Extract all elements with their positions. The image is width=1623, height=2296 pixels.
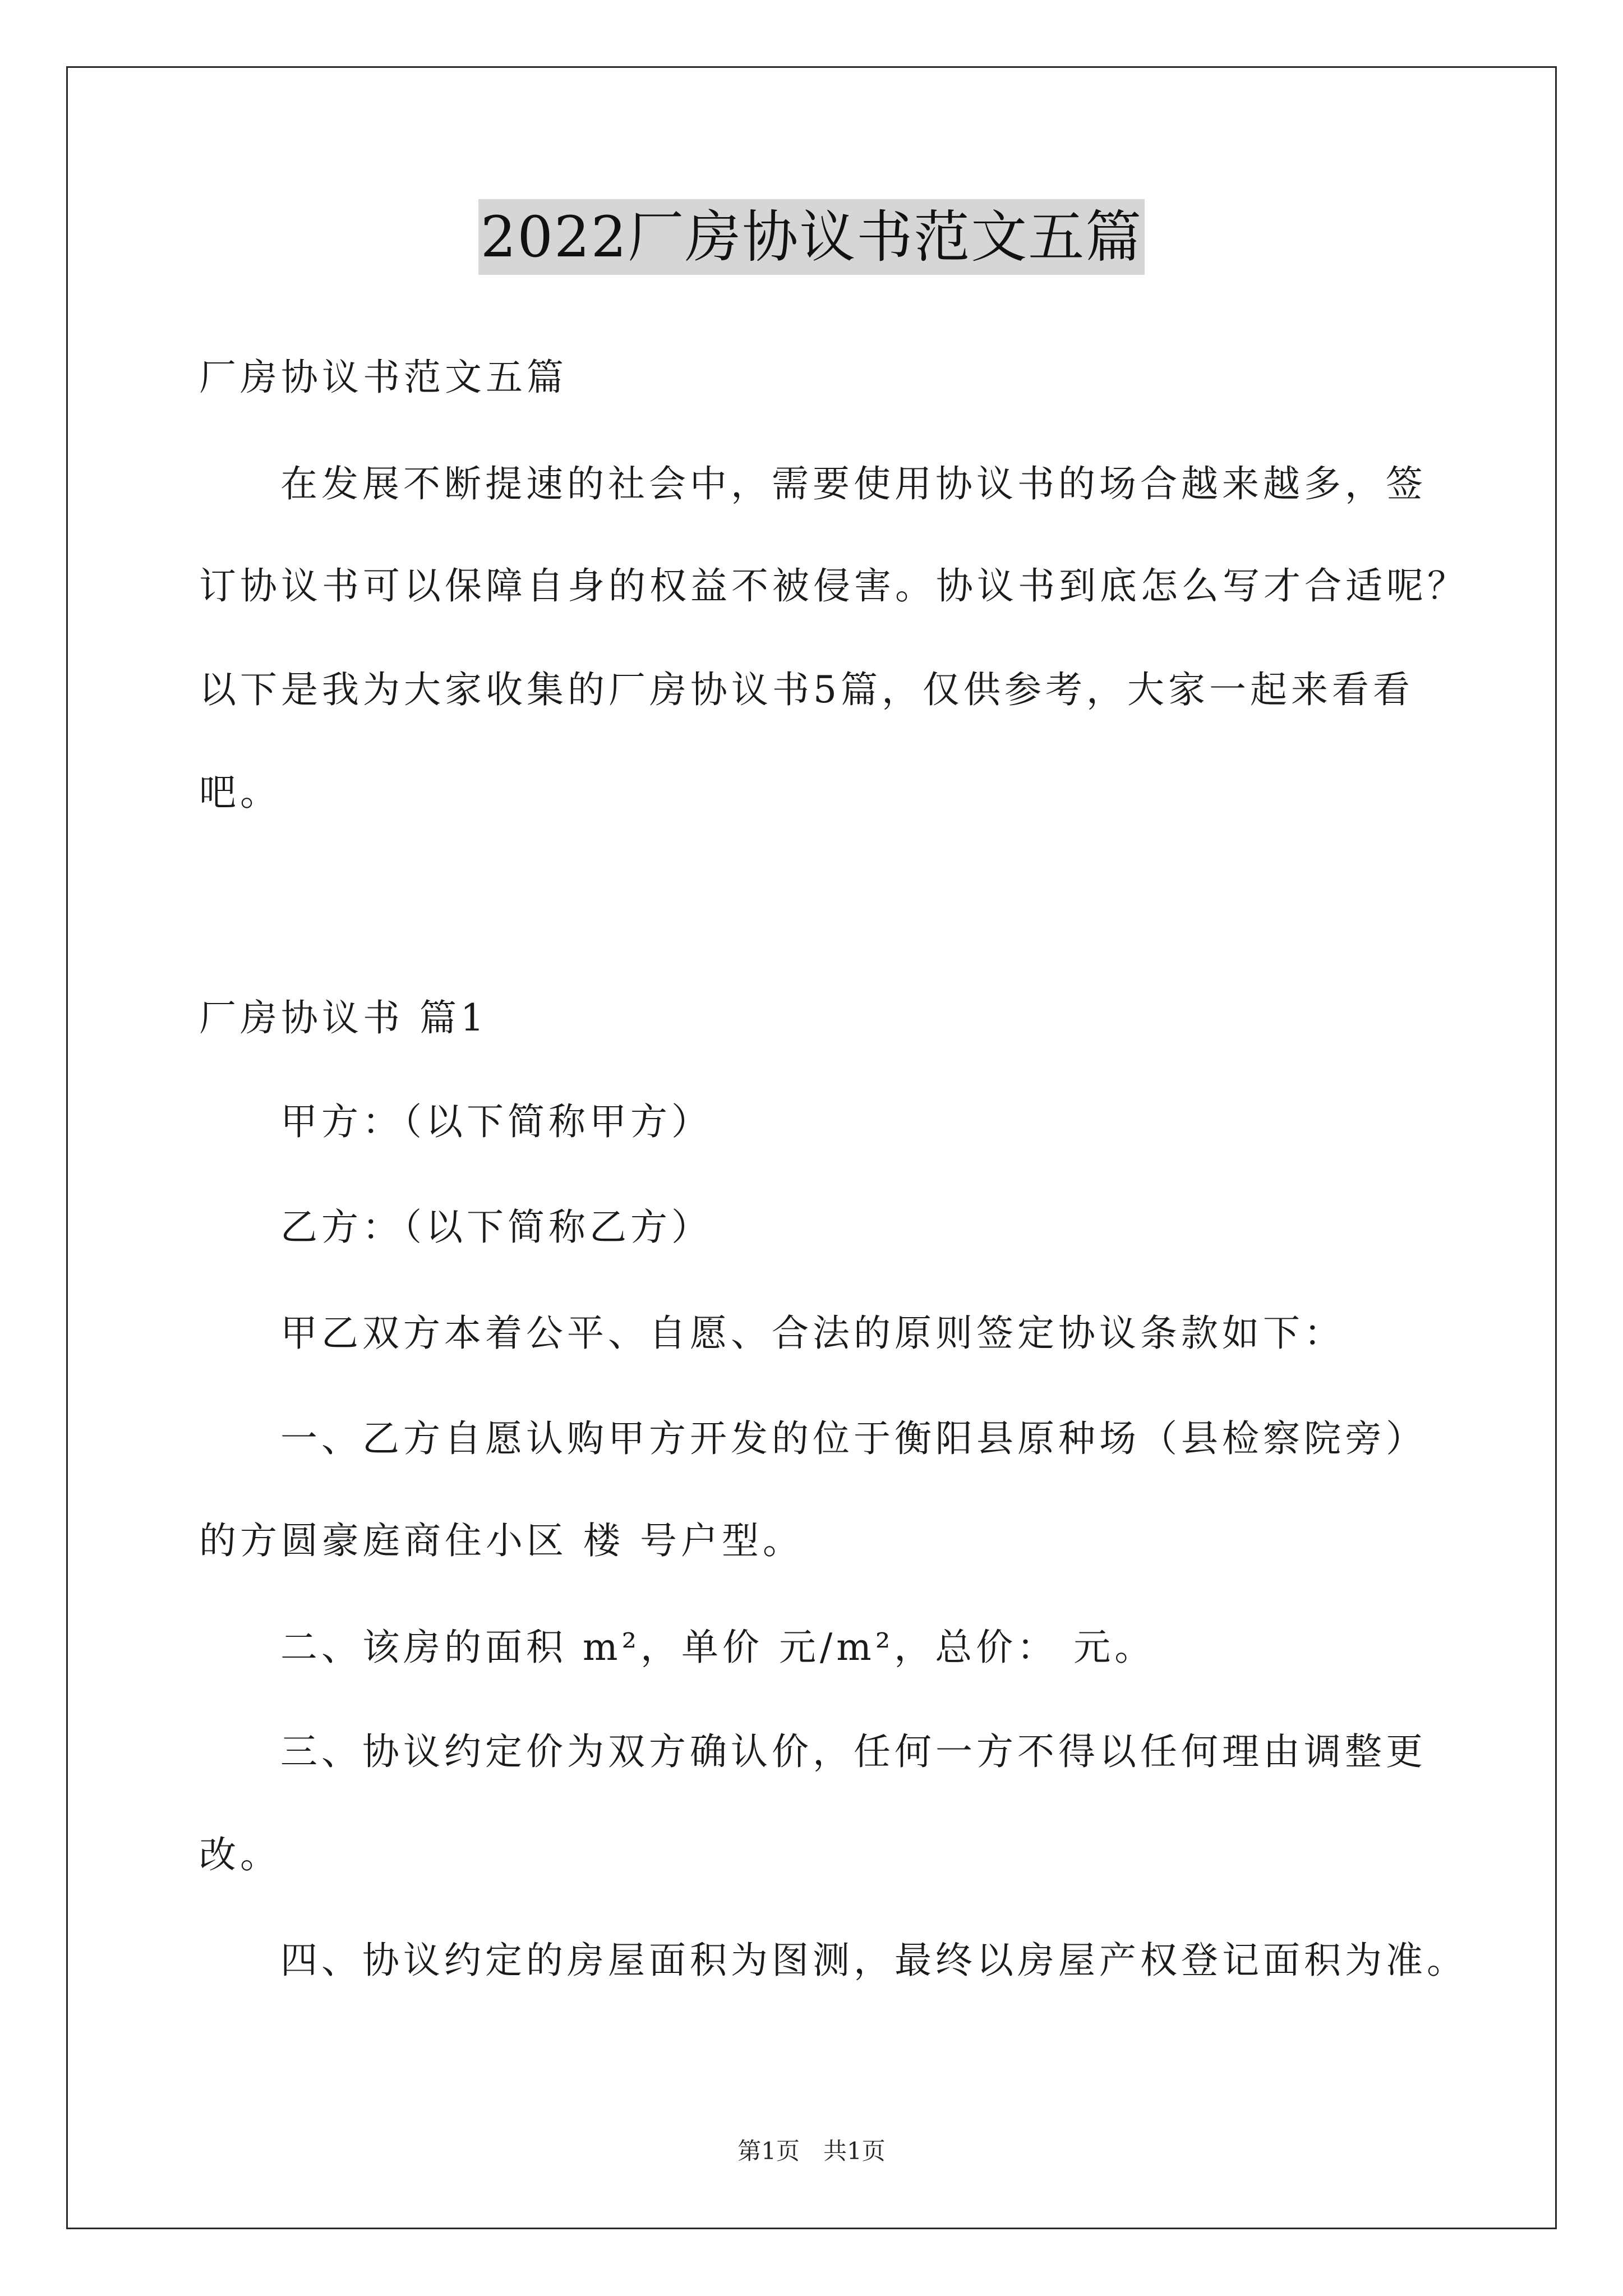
intro-line-1: 在发展不断提速的社会中，需要使用协议书的场合越来越多，签: [280, 462, 1427, 505]
title-container: [0, 199, 1623, 275]
preamble-line: 甲乙双方本着公平、自愿、合法的原则签定协议条款如下：: [280, 1312, 1345, 1355]
clause-4-line: 四、协议约定的房屋面积为图测，最终以房屋产权登记面积为准。: [280, 1939, 1468, 1982]
page-footer: 第1页 共1页: [737, 2137, 886, 2165]
clause-3-line-2: 改。: [199, 1833, 281, 1876]
clause-2-line: 二、该房的面积 m²，单价 元/m²，总价： 元。: [280, 1626, 1156, 1669]
subtitle: 厂房协议书范文五篇: [199, 356, 568, 399]
party-a-line: 甲方：（以下简称甲方）: [280, 1100, 712, 1143]
party-b-line: 乙方：（以下简称乙方）: [280, 1205, 712, 1249]
intro-line-4: 吧。: [199, 771, 281, 814]
clause-1-line-1: 一、乙方自愿认购甲方开发的位于衡阳县原种场（县检察院旁）: [280, 1417, 1427, 1460]
intro-line-2: 订协议书可以保障自身的权益不被侵害。协议书到底怎么写才合适呢？: [199, 564, 1468, 608]
document-title: 2022厂房协议书范文五篇: [478, 199, 1145, 275]
section-heading: 厂房协议书 篇1: [199, 996, 488, 1039]
intro-line-3: 以下是我为大家收集的厂房协议书5篇，仅供参考，大家一起来看看: [199, 668, 1414, 711]
clause-3-line-1: 三、协议约定价为双方确认价，任何一方不得以任何理由调整更: [280, 1730, 1427, 1773]
clause-1-line-2: 的方圆豪庭商住小区 楼 号户型。: [199, 1519, 804, 1562]
